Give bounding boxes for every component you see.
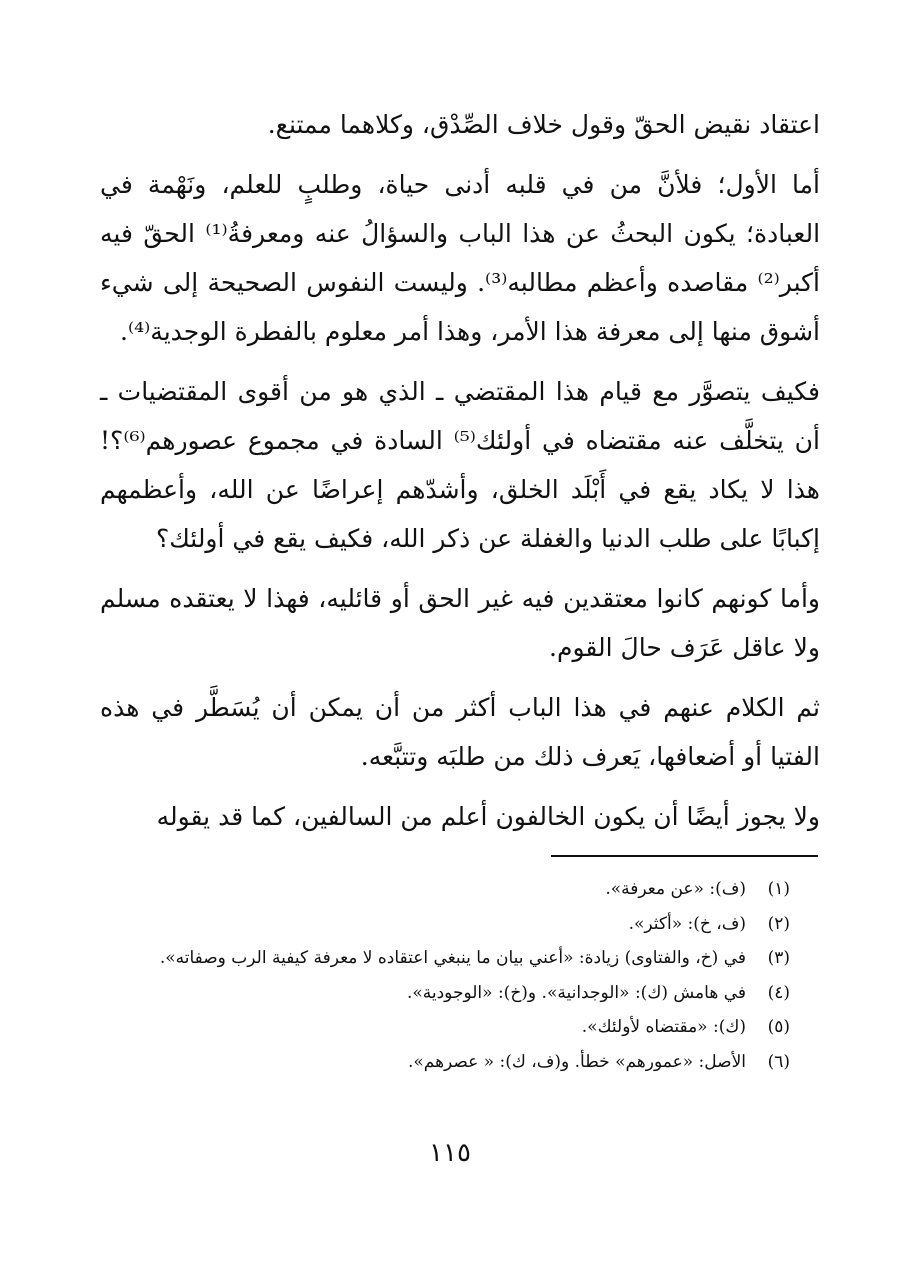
footnote-1 [100,872,790,907]
paragraph-6: ولا يجوز أيضًا أن يكون الخالفون أعلم من السالفين، كما قد يقوله [156,802,820,831]
footnote-number: (٥) [767,1017,790,1037]
main-text [100,100,820,841]
footnote-number: (٦) [767,1051,790,1072]
paragraph-4: وأما كونهم كانوا معتقدين فيه غير الحق أو قائليه، فهذا لا يعتقده مسلم ولا عاقل عَرَف حالَ القوم. [100,584,820,662]
footnote-text: في هامش (ك): «الوجدانية». و(خ): «الوجودية». [406,982,746,1003]
paragraph-3: فكيف يتصوَّر مع قيام هذا المقتضي ـ الذي هو من أقوى المقتضيات ـ أن يتخلَّف عنه مقتضاه في أولئك⁽⁵⁾ السادة في مجموع عصورهم⁽⁶⁾؟! هذا لا يكاد يقع في أَبْلَد الخلق، وأشدّهم إعراضًا عن الله، وأعظمهم إكبابًا على طلب الدنيا والغفلة عن ذكر الله، فكيف يقع في أولئك؟ [100,377,820,553]
footnote-text: (ك): «مقتضاه لأولئك». [581,1017,746,1037]
footnote-separator [551,855,818,857]
footnotes [100,872,790,1079]
footnote-number: (١) [767,879,790,899]
footnote-6 [100,1045,790,1080]
footnote-text: الأصل: «عمورهم» خطأ. و(ف، ك): « عصرهم». [407,1051,746,1072]
footnote-text: في (خ، والفتاوى) زيادة: «أعني بيان ما ينبغي اعتقاده لا معرفة كيفية الرب وصفاته». [159,948,746,968]
footnote-number: (٢) [767,913,790,934]
footnote-number: (٣) [767,948,790,968]
paragraph-1: اعتقاد نقيض الحقّ وقول خلاف الصِّدْق، وكلاهما ممتنع. [267,110,820,139]
footnote-text: (ف): «عن معرفة». [605,879,746,899]
footnote-2 [100,907,790,942]
page-number: ١١٥ [429,1138,471,1168]
footnote-4 [100,976,790,1011]
footnote-5 [100,1010,790,1045]
footnote-text: (ف، خ): «أكثر». [628,913,746,934]
footnote-number: (٤) [767,982,790,1003]
paragraph-2: أما الأول؛ فلأنَّ من في قلبه أدنى حياة، وطلبٍ للعلم، ونَهْمة في العبادة؛ يكون البحثُ عن هذا الباب والسؤالُ عنه ومعرفةُ⁽¹⁾ الحقّ فيه أكبر⁽²⁾ مقاصده وأعظم مطالبه⁽³⁾. وليست النفوس الصحيحة إلى شيء أشوق منها إلى معرفة هذا الأمر، وهذا أمر معلوم بالفطرة الوجدية⁽⁴⁾. [100,170,821,346]
paragraph-5: ثم الكلام عنهم في هذا الباب أكثر من أن يمكن أن يُسَطَّر في هذه الفتيا أو أضعافها، يَعرف ذلك من طلبَه وتتبَّعه. [100,693,820,771]
footnote-3 [100,941,790,976]
